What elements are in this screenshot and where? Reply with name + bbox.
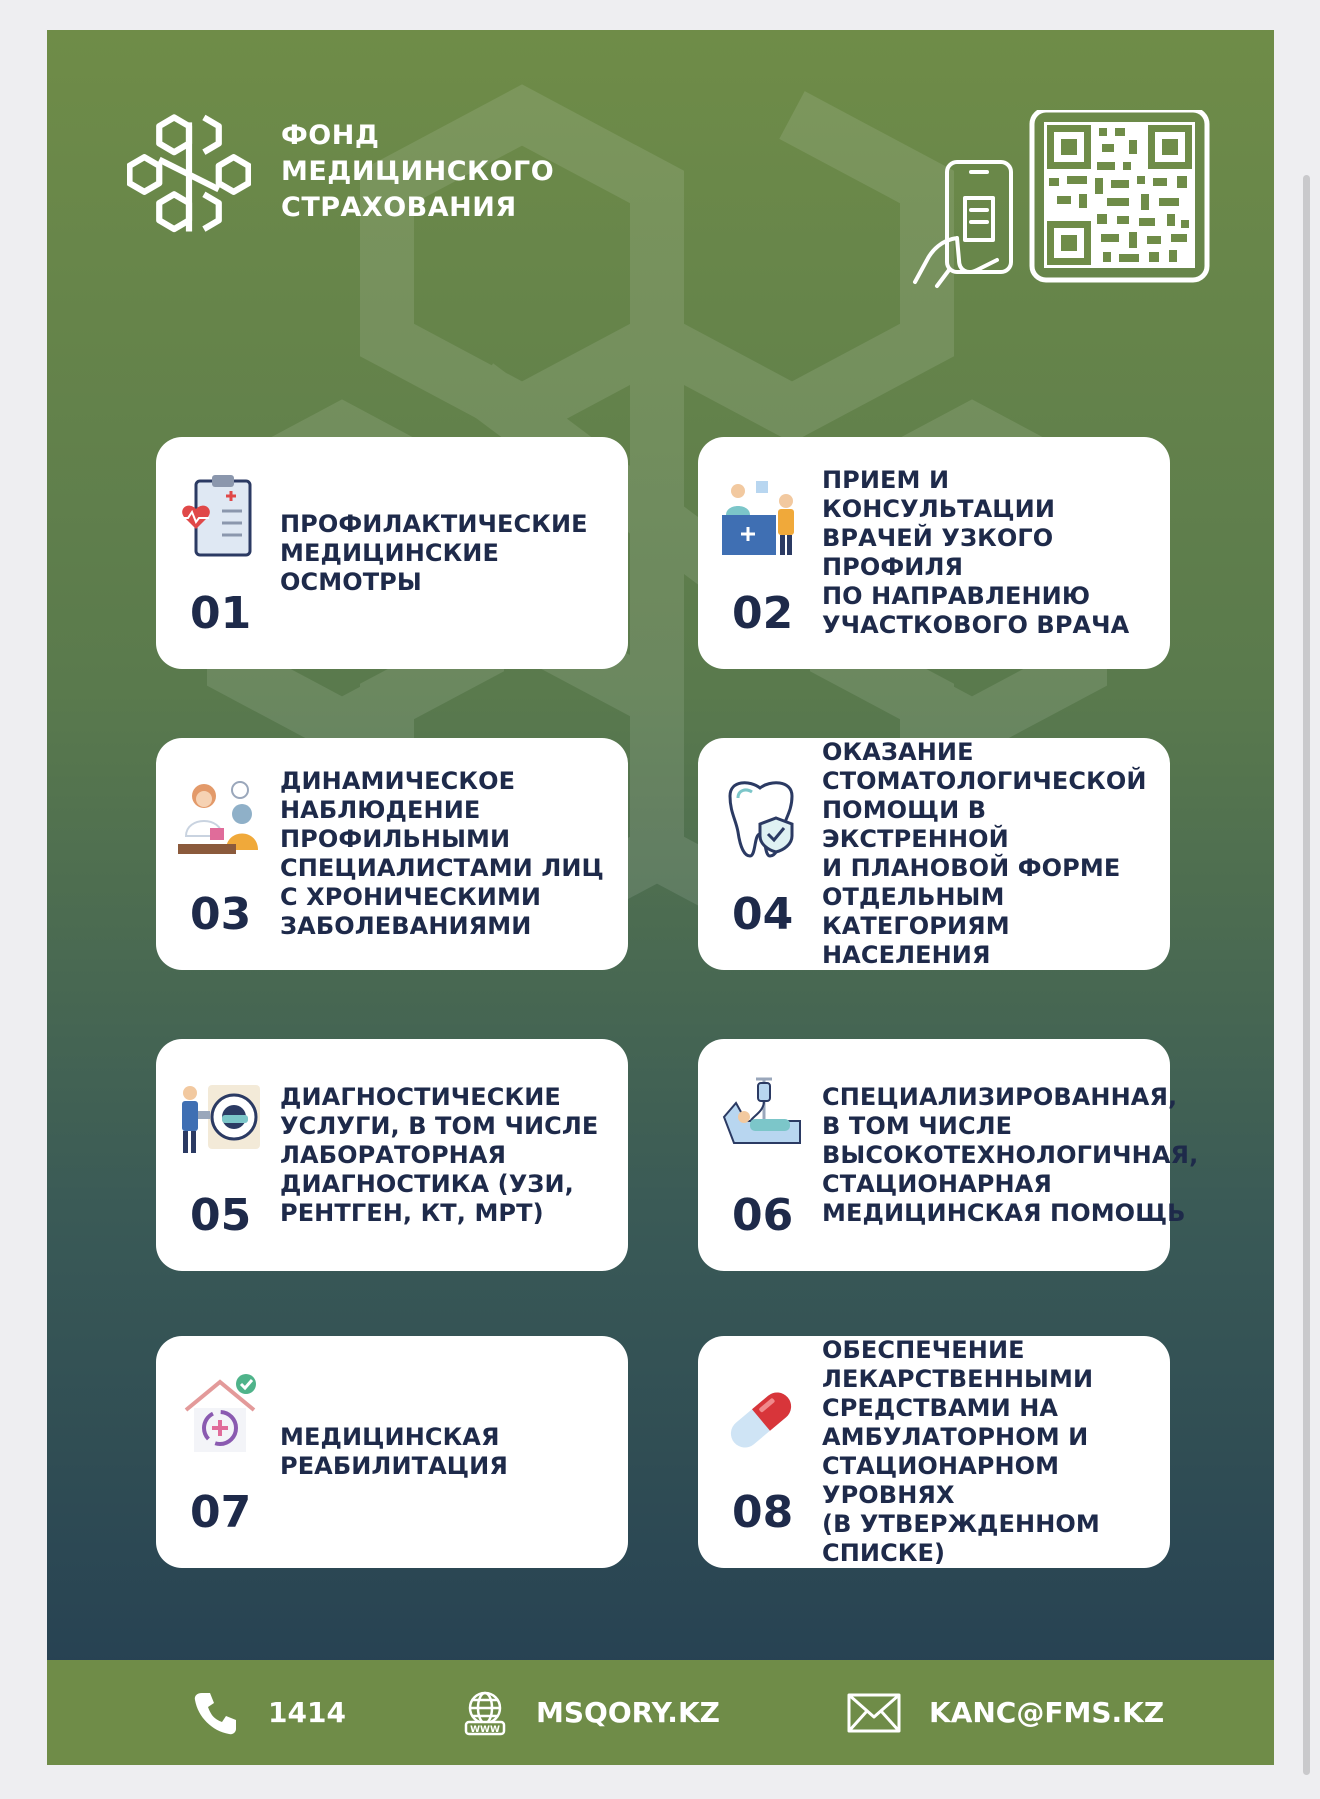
globe-www-icon — [462, 1690, 508, 1736]
card-text — [280, 1039, 620, 1271]
card-text-line: СТОМАТОЛОГИЧЕСКОЙ — [822, 767, 1147, 795]
phone-contact[interactable] — [192, 1689, 346, 1737]
card-text-line: РЕАБИЛИТАЦИЯ — [280, 1452, 508, 1480]
card-text — [822, 1336, 1162, 1568]
card-text-line: ПОМОЩИ В ЭКСТРЕННОЙ — [822, 796, 1009, 853]
poster — [47, 30, 1274, 1765]
card-text — [280, 1336, 620, 1568]
tooth-shield-icon — [720, 772, 802, 862]
email-link[interactable] — [847, 1693, 1164, 1733]
card-text — [822, 437, 1162, 669]
card-number: 04 — [732, 889, 794, 940]
card-text-line: СТАЦИОНАРНОМ УРОВНЯХ — [822, 1452, 1060, 1509]
card-number: 03 — [190, 889, 252, 940]
card-text-line: СРЕДСТВАМИ НА — [822, 1394, 1059, 1422]
card-text-line: РЕНТГЕН, КТ, МРТ) — [280, 1198, 544, 1227]
card-text-line: НАБЛЮДЕНИЕ — [280, 796, 481, 824]
card-text-line: ПРОФИЛЬНЫМИ — [280, 825, 511, 853]
card-text-line: ЛАБОРАТОРНАЯ — [280, 1140, 507, 1169]
card-text-line: МЕДИЦИНСКИЕ — [280, 538, 499, 567]
pill-capsule-icon — [720, 1370, 802, 1460]
website-url: MSQORY.KZ — [536, 1696, 720, 1729]
service-card-04 — [698, 738, 1170, 970]
card-text-line: ПРИЕМ И КОНСУЛЬТАЦИИ — [822, 466, 1056, 523]
phone-icon — [192, 1689, 240, 1737]
contact-footer — [47, 1660, 1274, 1765]
hospital-bed-icon — [720, 1073, 802, 1163]
card-number: 05 — [190, 1190, 252, 1241]
card-text-line: И ПЛАНОВОЙ ФОРМЕ — [822, 854, 1121, 882]
card-text-line: ОТДЕЛЬНЫМ КАТЕГОРИЯМ — [822, 883, 1010, 940]
fund-name — [281, 118, 554, 226]
card-text-line: СПЕЦИАЛИЗИРОВАННАЯ, — [822, 1082, 1178, 1111]
svg-text:WWW: WWW — [470, 1724, 500, 1735]
service-card-02 — [698, 437, 1170, 669]
card-text-line: ОБЕСПЕЧЕНИЕ — [822, 1336, 1025, 1364]
card-number: 02 — [732, 588, 794, 639]
service-card-08 — [698, 1336, 1170, 1568]
phone-number: 1414 — [268, 1696, 346, 1729]
qr-code-block[interactable] — [897, 110, 1227, 310]
card-number: 01 — [190, 588, 252, 639]
card-text — [280, 437, 620, 669]
card-text — [822, 738, 1162, 970]
service-card-01 — [156, 437, 628, 669]
email-address: KANC@FMS.KZ — [929, 1696, 1165, 1729]
scrollbar[interactable] — [1303, 175, 1310, 1775]
card-text-line: ВЫСОКОТЕХНОЛОГИЧНАЯ, — [822, 1140, 1199, 1169]
card-text-line: ОКАЗАНИЕ — [822, 738, 974, 766]
card-text-line: МЕДИЦИНСКАЯ ПОМОЩЬ — [822, 1198, 1186, 1227]
phone-scan-icon — [915, 162, 1011, 286]
card-text-line: УЧАСТКОВОГО ВРАЧА — [822, 611, 1130, 639]
website-link[interactable] — [462, 1690, 720, 1736]
card-text-line: ПРОФИЛАКТИЧЕСКИЕ — [280, 509, 588, 538]
card-text-line: ВРАЧЕЙ УЗКОГО ПРОФИЛЯ — [822, 524, 1054, 581]
qr-code-icon — [1032, 110, 1207, 280]
doctor-patient-icon — [178, 772, 260, 862]
rehab-house-icon — [178, 1370, 260, 1460]
fund-name-line: МЕДИЦИНСКОГО — [281, 156, 555, 187]
service-card-06 — [698, 1039, 1199, 1271]
card-text-line: МЕДИЦИНСКАЯ — [280, 1423, 500, 1451]
card-text-line: ДИНАМИЧЕСКОЕ — [280, 767, 516, 795]
service-card-03 — [156, 738, 628, 970]
card-text-line: С ХРОНИЧЕСКИМИ — [280, 883, 542, 911]
card-text-line: (В УТВЕРЖДЕННОМ СПИСКЕ) — [822, 1510, 1100, 1567]
card-text-line: АМБУЛАТОРНОМ И — [822, 1423, 1089, 1451]
fund-name-line: ФОНД — [281, 120, 380, 151]
reception-icon — [720, 471, 802, 561]
card-text — [822, 1039, 1199, 1271]
card-text-line: ЗАБОЛЕВАНИЯМИ — [280, 912, 532, 940]
card-text-line: НАСЕЛЕНИЯ — [822, 941, 991, 969]
card-text-line: В ТОМ ЧИСЛЕ — [822, 1111, 1013, 1140]
card-number: 08 — [732, 1487, 794, 1538]
envelope-icon — [847, 1693, 901, 1733]
card-text-line: ПО НАПРАВЛЕНИЮ — [822, 582, 1091, 610]
card-text-line: ДИАГНОСТИЧЕСКИЕ — [280, 1082, 561, 1111]
card-text-line: СПЕЦИАЛИСТАМИ ЛИЦ — [280, 854, 604, 882]
card-text-line: УСЛУГИ, В ТОМ ЧИСЛЕ — [280, 1111, 599, 1140]
card-text-line: СТАЦИОНАРНАЯ — [822, 1169, 1052, 1198]
fund-logo — [127, 110, 554, 234]
clipboard-heart-icon — [178, 471, 260, 561]
service-card-05 — [156, 1039, 628, 1271]
fund-emblem-icon — [127, 110, 251, 234]
card-text-line: ДИАГНОСТИКА (УЗИ, — [280, 1169, 574, 1198]
service-card-07 — [156, 1336, 628, 1568]
card-text-line: ОСМОТРЫ — [280, 567, 422, 596]
card-number: 07 — [190, 1487, 252, 1538]
fund-name-line: СТРАХОВАНИЯ — [281, 192, 517, 223]
card-text-line: ЛЕКАРСТВЕННЫМИ — [822, 1365, 1094, 1393]
card-number: 06 — [732, 1190, 794, 1241]
card-text — [280, 738, 620, 970]
mri-scanner-icon — [178, 1073, 260, 1163]
